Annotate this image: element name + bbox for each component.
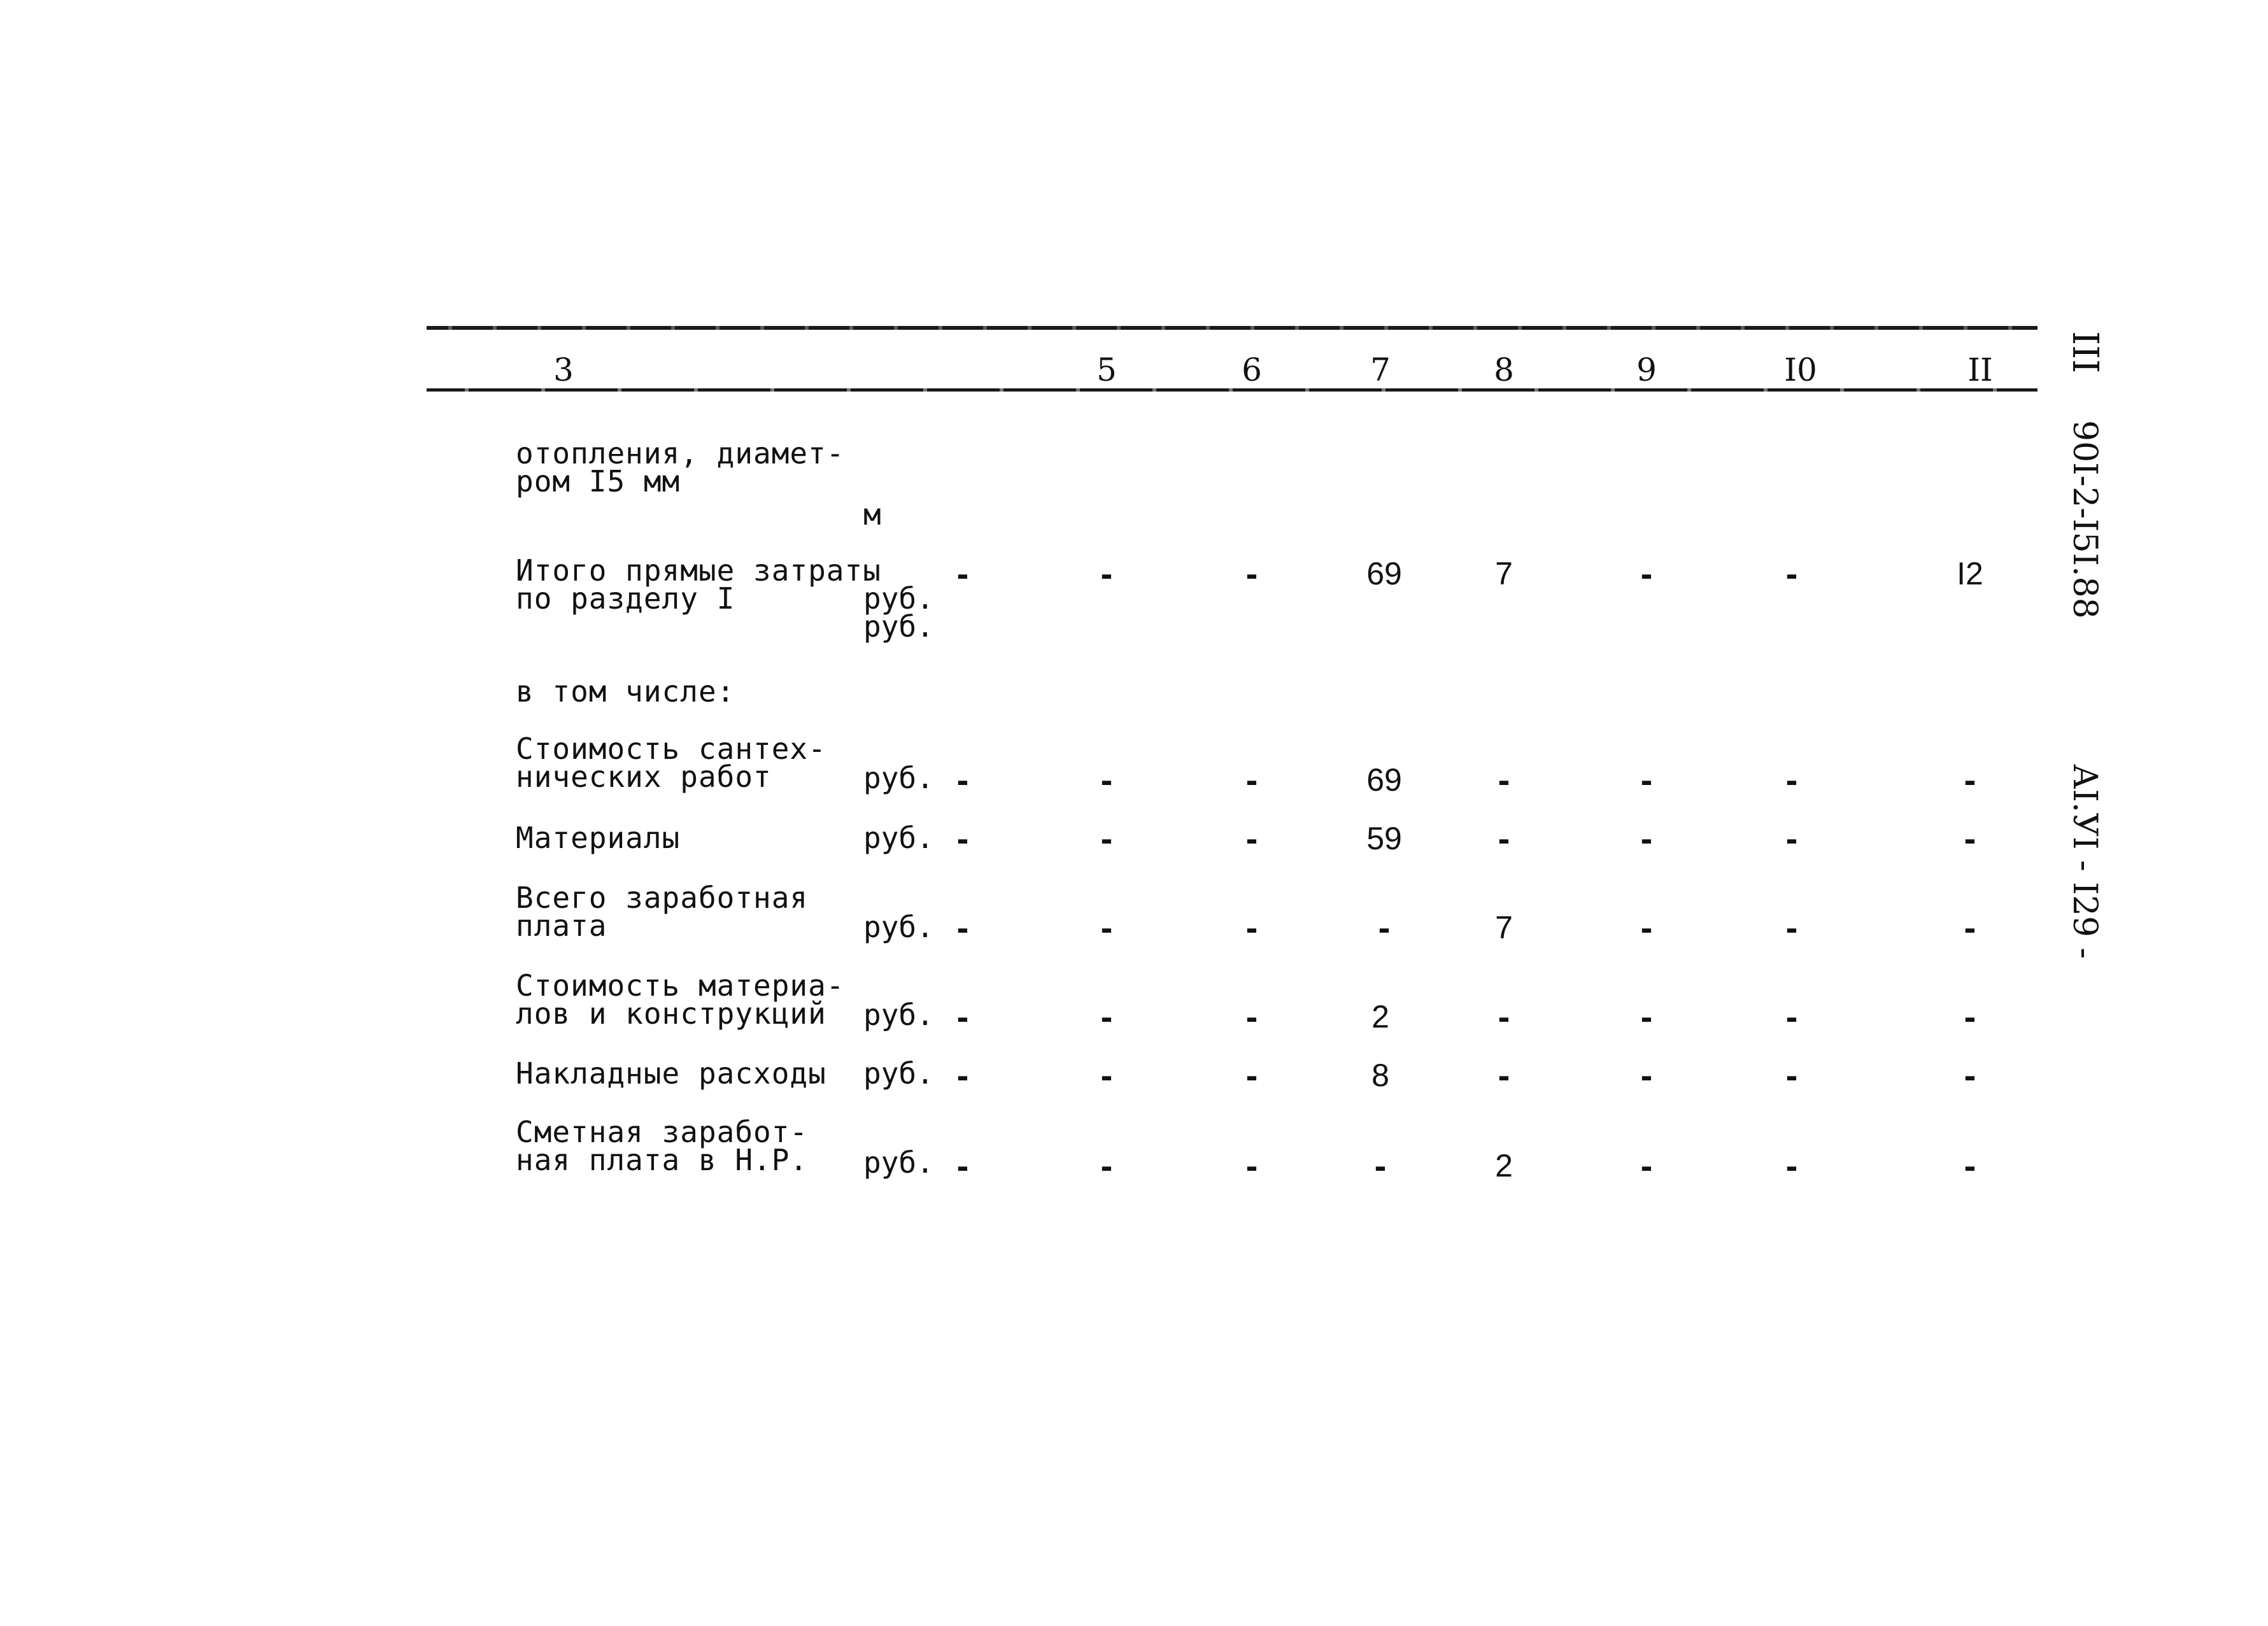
table-cell: - <box>1640 760 1653 800</box>
row-unit: руб. <box>863 910 934 944</box>
column-number: I0 <box>1784 351 1817 388</box>
table-cell: - <box>1374 1145 1387 1185</box>
table-cell: - <box>1640 1145 1653 1185</box>
table-cell: - <box>1245 553 1258 593</box>
table-cell: - <box>1245 1055 1258 1095</box>
row-unit: руб. <box>863 1056 934 1091</box>
table-cell: - <box>1100 996 1113 1036</box>
table-cell: I2 <box>1957 556 1983 591</box>
table-cell: - <box>1640 1055 1653 1095</box>
table-cell: - <box>1964 1145 1976 1185</box>
table-cell: - <box>1245 1145 1258 1185</box>
table-top-rule <box>427 326 2038 330</box>
table-cell: - <box>1100 818 1113 858</box>
row-unit: руб. руб. <box>863 581 934 644</box>
column-number: 6 <box>1242 351 1262 388</box>
table-cell: - <box>1100 760 1113 800</box>
row-description: Материалы <box>516 821 681 855</box>
row-unit: руб. <box>863 998 934 1032</box>
table-cell: - <box>1785 818 1798 858</box>
table-cell: - <box>1964 1055 1976 1095</box>
column-number: 7 <box>1370 351 1391 388</box>
table-cell: - <box>956 818 969 858</box>
column-number: 3 <box>553 351 574 388</box>
row-unit: руб. <box>863 1145 934 1180</box>
column-number: II <box>1967 351 1993 388</box>
table-cell: - <box>1640 907 1653 947</box>
table-cell: - <box>1964 818 1976 858</box>
table-cell: - <box>1640 818 1653 858</box>
sheet-number: III <box>2064 331 2106 374</box>
table-cell: - <box>1378 907 1391 947</box>
row-description: в том числе: <box>516 674 735 709</box>
table-cell: - <box>1964 760 1976 800</box>
table-cell: - <box>1964 996 1976 1036</box>
table-cell: - <box>1245 818 1258 858</box>
album-page-number: АI.УI - I29 - <box>2066 764 2104 959</box>
table-cell: - <box>1785 760 1798 800</box>
row-description: Всего заработная плата <box>516 880 809 943</box>
table-cell: - <box>956 760 969 800</box>
table-cell: 69 <box>1366 762 1402 798</box>
table-cell: - <box>1245 760 1258 800</box>
column-number: 5 <box>1096 351 1117 388</box>
table-cell: 59 <box>1366 821 1402 856</box>
table-cell: 2 <box>1371 999 1389 1035</box>
table-cell: - <box>956 1055 969 1095</box>
table-cell: - <box>1245 996 1258 1036</box>
table-cell: - <box>1100 553 1113 593</box>
table-cell: 2 <box>1495 1148 1513 1184</box>
row-description: Итого прямые затраты по разделу I <box>516 553 881 616</box>
table-cell: - <box>1498 1055 1510 1095</box>
row-description: Накладные расходы <box>516 1056 826 1091</box>
table-cell: - <box>1498 818 1510 858</box>
table-cell: - <box>1640 996 1653 1036</box>
table-cell: - <box>1498 996 1510 1036</box>
row-description: Сметная заработ- ная плата в Н.Р. <box>516 1115 809 1177</box>
row-description: отопления, диамет- ром I5 мм <box>516 436 845 498</box>
table-cell: - <box>1498 760 1510 800</box>
row-unit: руб. <box>863 761 934 795</box>
row-description: Стоимость сантех- нических работ <box>516 732 826 794</box>
column-number: 8 <box>1494 351 1514 388</box>
table-cell: - <box>1100 1145 1113 1185</box>
table-cell: - <box>1100 907 1113 947</box>
row-unit: руб. <box>863 821 934 855</box>
row-description: Стоимость материа- лов и конструкций <box>516 968 845 1031</box>
table-header-rule <box>427 388 2038 392</box>
table-cell: - <box>1640 553 1653 593</box>
table-cell: - <box>1785 907 1798 947</box>
table-cell: - <box>1100 1055 1113 1095</box>
table-cell: 69 <box>1366 556 1402 591</box>
table-cell: - <box>956 907 969 947</box>
table-cell: - <box>956 996 969 1036</box>
table-cell: 8 <box>1371 1057 1389 1093</box>
table-cell: - <box>956 1145 969 1185</box>
project-code: 90I-2-I5I.88 <box>2066 420 2104 619</box>
table-cell: - <box>1245 907 1258 947</box>
row-unit: м <box>863 497 881 532</box>
column-number: 9 <box>1636 351 1657 388</box>
table-cell: - <box>1785 1055 1798 1095</box>
table-cell: 7 <box>1495 556 1513 591</box>
table-cell: - <box>1964 907 1976 947</box>
table-cell: - <box>956 553 969 593</box>
table-cell: - <box>1785 996 1798 1036</box>
table-cell: - <box>1785 1145 1798 1185</box>
table-cell: - <box>1785 553 1798 593</box>
table-cell: 7 <box>1495 910 1513 945</box>
